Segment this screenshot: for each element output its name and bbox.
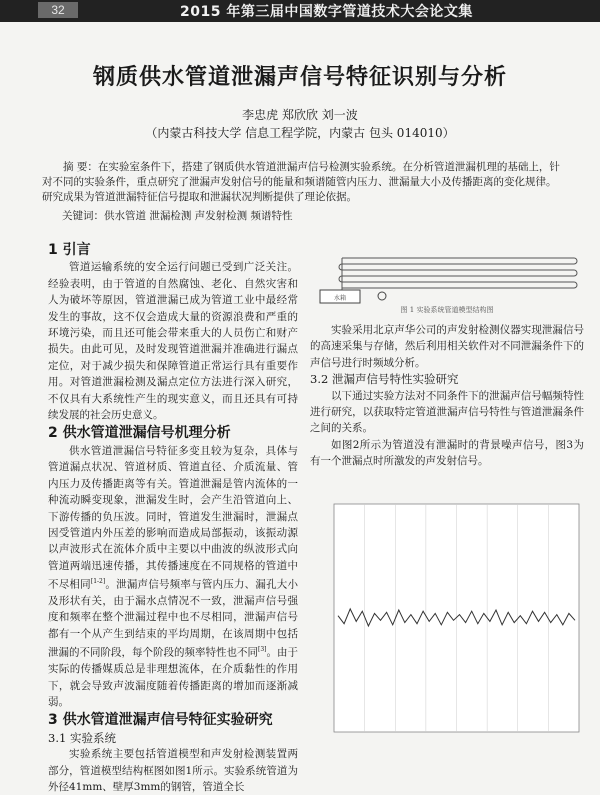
section-3-1-heading: 3.1 实验系统 [48,730,116,745]
running-header [0,0,600,22]
keywords [62,208,293,223]
abstract-label: 摘 要： [63,161,98,173]
section-1-paragraph: 管道运输系统的安全运行问题已受到广泛关注。经验表明，由于管道的自然腐蚀、老化、自然灾害和人为破坏等原因，管道泄漏已成为管道工业中最经常发生的事故，这不仅会造成大量的资源浪费和严重的环境污染，而且还可能会带来重大的人员伤亡和财产损失。由此可见，及时发现管道泄漏并准确进行漏点定位，对于减少损失和保障管道正常运行具有重要作用。对管道泄漏检测及漏点定位方法进行深入研究，不仅具有大系统性产生的现实意义，而且还具有可持续发展的社会历史意义。 [48,261,298,422]
right-paragraph-1: 实验采用北京声华公司的声发射检测仪器实现泄漏信号的高速采集与存储，然后利用相关软件对不同泄漏条件下的声信号进行时频域分析。 [310,324,584,369]
affiliation: （内蒙古科技大学 信息工程学院，内蒙古 包头 014010） [145,126,455,140]
citation: [1-2] [90,578,106,586]
abstract [42,160,562,205]
tank-label: 水箱 [333,295,347,302]
left-column [48,240,298,795]
keywords-text: 供水管道 泄漏检测 声发射检测 频谱特性 [104,210,293,222]
paper-title: 钢质供水管道泄漏声信号特征识别与分析 [92,65,507,90]
pump-icon [378,292,386,300]
right-column [310,322,584,470]
right-paragraph-3: 如图2所示为管道没有泄漏时的背景噪声信号，图3为有一个泄漏点时所激发的声发射信号。 [310,438,584,468]
section-3-heading: 3 供水管道泄漏声信号特征实验研究 [48,712,273,729]
section-1-heading: 1 引言 [48,242,91,258]
section-3-1-paragraph: 实验系统主要包括管道模型和声发射检测装置两部分，管道模型结构框图如图1所示。实验系统管道为外径41mm、壁厚3mm的钢管，管道全长 [48,748,298,793]
keywords-label: 关键词： [62,210,104,222]
section-3-2-heading: 3.2 泄漏声信号特性实验研究 [310,372,459,387]
conference-title: 2015 年第三届中国数字管道技术大会论文集 [180,4,473,20]
page-number: 32 [38,2,78,18]
abstract-text: 在实验室条件下，搭建了钢质供水管道泄漏声信号检测实验系统。在分析管道泄漏机理的基础上，针对不同的实验条件，重点研究了泄漏声发射信号的能量和频谱随管内压力、泄漏量大小及传播距离的变化规律。研究成果为管道泄漏特征信号提取和泄漏状况判断提供了理论依据。 [42,161,560,203]
authors: 李忠虎 郑欣欣 刘一波 [242,108,358,122]
figure-1-pipeline-diagram [312,250,584,305]
figure-2-waveform-chart [312,500,584,736]
section-2-paragraph: 供水管道泄漏信号特征多变且较为复杂，具体与管道漏点状况、管道材质、管道直径、介质流量、管内压力及传播距离等有关。管道泄漏是管内流体的一种流动瞬变现象，泄漏发生时，会产生沿管道向上、下游传播的负压波。同时，管道发生泄漏时，泄漏点因受管道内外压差的影响而造成局部振动，该振动源以声波形式在流体介质中主要以中曲波的纵波形式向管道两端迅速传播，其传播速度在不同规格的管道中不尽相同[1-2]。泄漏声信号频率与管内压力、漏孔大小及形状有关，由于漏水点情况不一致，泄漏声信号强度和频率在整个泄漏过程中也不尽相同，泄漏声信号都有一个从产生到结束的平均周期，在该周期中包括泄漏的不同阶段，每个阶段的频率特性也不同[3]。由于实际的传播媒质总是非理想流体，在介质黏性的作用下，就会导致声波漏度随着传播距离的增加而逐渐减弱。 [48,444,299,708]
right-paragraph-2: 以下通过实验方法对不同条件下的泄漏声信号幅频特性进行研究，以获取特定管道泄漏声信号特性与管道泄漏条件之间的关系。 [310,389,584,435]
figure-1-caption: 图 1 实验系统管道模型结构图 [400,306,494,314]
section-2-heading: 2 供水管道泄漏信号机理分析 [48,425,231,442]
pipe-loops [342,258,574,288]
citation: [3] [258,646,267,654]
